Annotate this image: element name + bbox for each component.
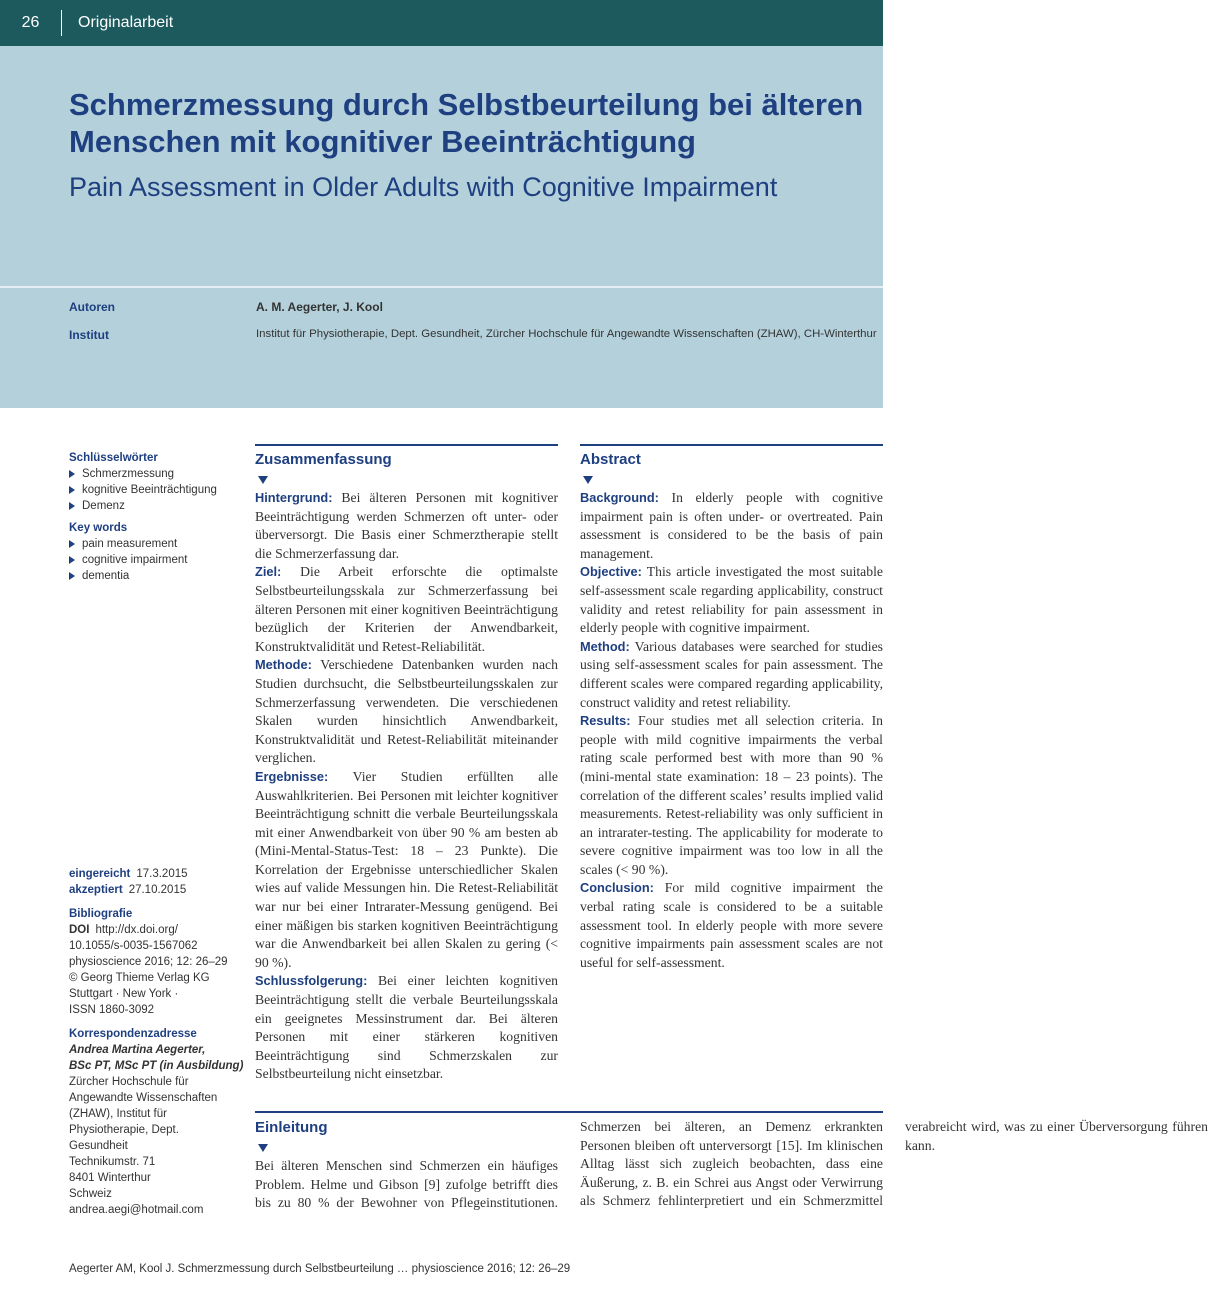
summary-paragraph: Schlussfolgerung: Bei einer leichten kognitiven Beeinträchtigung stellt die verbale Beurteilungsskala ein geeignetes Messinstrument dar. Bei älteren Personen mit einer stärkeren kognitiven Beeinträchtigung sind Schmerzskalen zur Selbstbeurteilung nicht einsetzbar. [255,973,558,1082]
address-line: 8401 Winterthur [69,1172,151,1184]
keyword-item: cognitive impairment [69,552,244,568]
einleitung-title: Einleitung [255,1119,328,1136]
accepted-date: akzeptiert 27.10.2015 [69,884,187,896]
triangle-down-icon [258,1144,268,1152]
section-label: Originalarbeit [78,14,174,31]
einleitung-paragraph: Bei älteren Menschen sind Schmerzen ein häufiges Problem. Helme und Gibson [9] zufolge betrifft dies bis zu 80 % der Bewohner von Pflegeinstitutionen. Schmerzen bei älteren, an Demenz erkrankten Personen bleiben oft unterversorgt [15]. Im klinischen Alltag lässt sich zugleich beobachten, dass eine Äußerung, z. B. ein Schrei aus Angst oder Verwirrung als Schmerz fehlinterpretiert und ein Schmerzmittel verabreicht wird, was zu einer Überversorgung führen kann. [255,1119,1208,1211]
summary-paragraph: Methode: Verschiedene Datenbanken wurden nach Studien durchsucht, die Selbstbeurteilungsskalen zur Schmerzerfassung verwendeten. Die verschiedenen Skalen wurden hinsichtlich Anwendbarkeit, Konstruktvalidität und Retest-Reliabilität miteinander verglichen. [255,657,558,766]
abstract-paragraph: Results: Four studies met all selection criteria. In people with mild cognitive impairments the verbal rating scale performed best with more than 90 % (mini-mental state examination: 18 – 23 points). The correlation of the different scales’ results implied valid measurements. Retest-reliability was only sufficient in an intrarater-testing. The applicability for moderate to severe cognitive impairment was too low in all the scales (< 90 %). [580,713,884,877]
keywords-en-title: Key words [69,522,128,534]
zusammenfassung-column [255,450,558,1084]
abstract-paragraph: Conclusion: For mild cognitive impairment the verbal rating scale is considered to be a suitable assessment tool. In elderly people with more severe cognitive impairments pain assessment scales are not useful for self-assessment. [580,880,883,970]
correspondent-degree: BSc PT, MSc PT (in Ausbildung) [69,1060,244,1072]
keyword-item: kognitive Beeinträchtigung [69,482,244,498]
institute: Institut für Physiotherapie, Dept. Gesundheit, Zürcher Hochschule für Angewandte Wissenschaften (ZHAW), CH-Winterthur [256,328,877,340]
keyword-item: Schmerzmessung [69,466,244,482]
email-link[interactable]: andrea.aegi@hotmail.com [69,1204,204,1216]
authors-label: Autoren [69,300,115,314]
correspondent-name: Andrea Martina Aegerter, [69,1044,206,1056]
address-line: Physiotherapie, Dept. [69,1124,179,1136]
doi-link[interactable]: http://dx.doi.org/ [95,924,178,936]
keywords-block [69,450,244,584]
address-line: Schweiz [69,1188,112,1200]
triangle-bullet-icon [69,572,75,580]
address-line: Gesundheit [69,1140,128,1152]
triangle-bullet-icon [69,556,75,564]
triangle-down-icon [583,476,593,484]
einleitung-body [255,1118,1208,1230]
header-bar [0,0,883,46]
summary-paragraph: Hintergrund: Bei älteren Personen mit kognitiver Beeinträchtigung werden Schmerzen oft unter- oder überversorgt. Die Basis einer Schmerztherapie stellt die Schmerzerfassung dar. [255,490,559,561]
publication-info [69,866,244,1218]
abstract-column [580,450,883,972]
title-german: Schmerzmessung durch Selbstbeurteilung bei älteren Menschen mit kognitiver Beeinträchtigung [69,87,864,159]
authors: A. M. Aegerter, J. Kool [256,300,383,314]
keyword-item: pain measurement [69,536,244,552]
section-rule [255,1111,883,1113]
correspondence-title: Korrespondenzadresse [69,1028,197,1040]
location: Stuttgart · New York · [69,988,179,1000]
triangle-bullet-icon [69,470,75,478]
keywords-de-title: Schlüsselwörter [69,452,158,464]
keyword-item: dementia [69,568,244,584]
received-date: eingereicht 17.3.2015 [69,868,188,880]
address-line: Technikumstr. 71 [69,1156,156,1168]
triangle-bullet-icon [69,486,75,494]
summary-paragraph: Ziel: Die Arbeit erforschte die optimalste Selbstbeurteilungsskala zur Schmerzerfassung bei älteren Personen mit einer kognitiven Beeinträchtigung bezüglich der Kriterien der Anwendbarkeit, Konstruktvalidität und Retest-Reliabilität. [255,564,559,654]
page-number: 26 [0,10,62,36]
triangle-bullet-icon [69,502,75,510]
abstract-paragraph: Objective: This article investigated the most suitable self-assessment scale regarding applicability, construct validity and retest reliability for pain assessment in elderly people with cognitive impairment. [580,564,883,636]
page-footer: Aegerter AM, Kool J. Schmerzmessung durch Selbstbeurteilung … physioscience 2016; 12: 26–29 [69,1263,571,1275]
doi-id: 10.1055/s-0035-1567062 [69,940,198,952]
panel-divider [0,286,883,288]
abstract-paragraph: Background: In elderly people with cognitive impairment pain is often under- or overtreated. Pain assessment is considered to be the basis of pain management. [580,490,884,561]
doi-line: DOI http://dx.doi.org/ [69,924,178,936]
bibliography-title: Bibliografie [69,908,133,920]
address-line: Zürcher Hochschule für [69,1076,189,1088]
section-rule [255,444,558,446]
address-line: (ZHAW), Institut für [69,1108,167,1120]
keyword-item: Demenz [69,498,244,514]
institute-label: Institut [69,328,109,342]
issn: ISSN 1860-3092 [69,1004,155,1016]
address-line: Angewandte Wissenschaften [69,1092,218,1104]
triangle-bullet-icon [69,540,75,548]
citation: physioscience 2016; 12: 26–29 [69,956,228,968]
title-english: Pain Assessment in Older Adults with Cognitive Impairment [69,172,778,202]
zusammenfassung-title: Zusammenfassung [255,451,392,468]
section-rule [580,444,883,446]
copyright: © Georg Thieme Verlag KG [69,972,210,984]
triangle-down-icon [258,476,268,484]
abstract-title: Abstract [580,451,641,468]
abstract-paragraph: Method: Various databases were searched for studies using self-assessment scales for pain assessment. The different scales were compared regarding applicability, construct validity and retest reliability. [580,638,883,710]
summary-paragraph: Ergebnisse: Vier Studien erfüllten alle Auswahlkriterien. Bei Personen mit leichter kognitiver Beeinträchtigung schnitt die verbale Beurteilungsskala mit einer Anwendbarkeit von über 90 % am besten ab (Mini-Mental-Status-Test: 18 – 23 Punkte). Die Korrelation der Ergebnisse unterschiedlicher Skalen wies auf valide Messungen hin. Die Retest-Reliabilität war nur bei einer Intrarater-Messung genügend. Bei einer mäßigen bis starken kognitiven Beeinträchtigung war die Anwendbarkeit bei allen Skalen zu gering (< 90 %). [255,768,558,970]
